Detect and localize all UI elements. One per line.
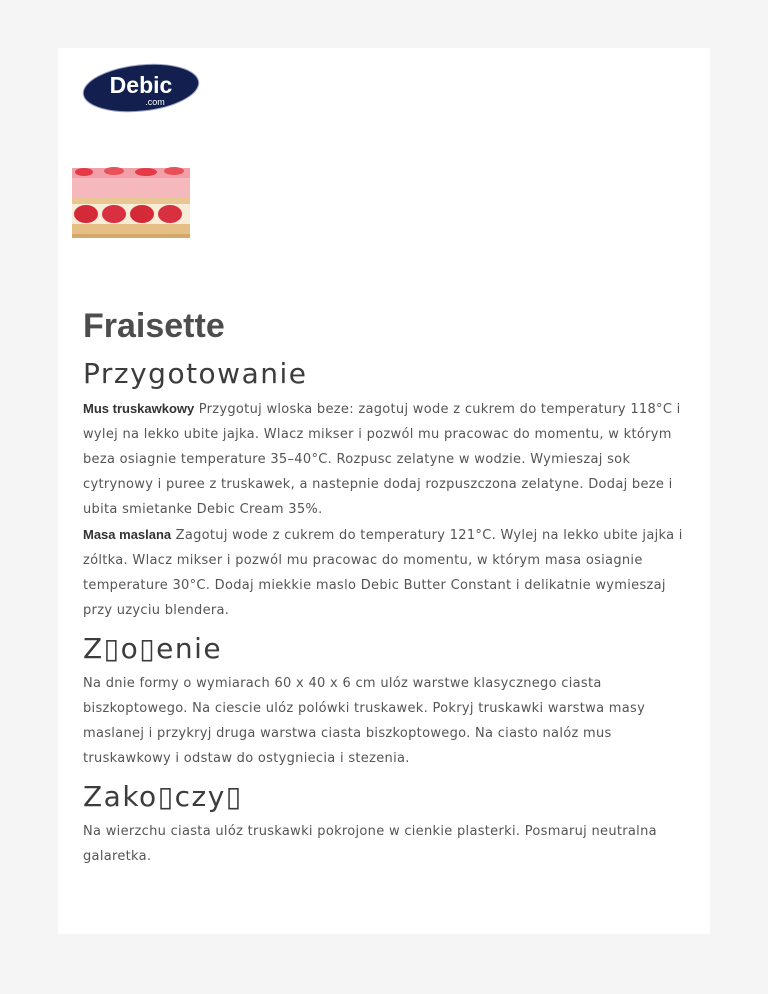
label-mus: Mus truskawkowy [83,401,195,416]
heading-przygotowanie: Przygotowanie [83,357,308,390]
recipe-title: Fraisette [83,307,225,345]
recipe-page [58,48,710,934]
text-mus: Przygotuj wloska beze: zagotuj wode z cukrem do temperatury 118°C i wylej na lekko ubite jajka. Wlacz mikser i pozwól mu pracowac do momentu, w którym beza osiagnie temperature 35–40°C. Rozpusc zelatyne w wodzie. Wymieszaj sok cytrynowy i puree z truskawek, a nastepnie dodaj rozpuszczona zelatyne. Dodaj beze i ubita smietanke Debic Cream 35%. [83,402,681,517]
debic-logo [81,62,201,114]
paragraph-masa [83,522,683,623]
paragraph-zakonczyc: Na wierzchu ciasta ulóz truskawki pokrojone w cienkie plasterki. Posmaruj neutralna galaretka. [83,824,657,864]
text-masa: Zagotuj wode z cukrem do temperatury 121°C. Wylej na lekko ubite jajka i zóltka. Wlacz mikser i pozwól mu pracowac do momentu, w którym masa osiagnie temperature 30°C. Dodaj miekkie maslo Debic Butter Constant i delikatnie wymieszaj przy uzyciu blendera. [83,528,683,618]
heading-zakonczyc: Zako▯czy▯ [83,780,243,813]
paragraph-zlozenie: Na dnie formy o wymiarach 60 x 40 x 6 cm ulóz warstwe klasycznego ciasta biszkoptowego. Na ciescie ulóz polówki truskawek. Pokryj truskawki warstwa masy maslanej i przykryj druga warstwa ciasta biszkoptowego. Na ciasto nalóz mus truskawkowy i odstaw do ostygniecia i stezenia. [83,676,646,766]
fraisette-cake-image [70,166,194,266]
label-masa: Masa maslana [83,527,172,542]
heading-zlozenie: Z▯o▯enie [83,632,223,665]
paragraph-mus [83,396,683,522]
logo-text: Debic [109,72,173,98]
recipe-content [83,306,683,869]
logo-subtext: .com [145,97,165,107]
